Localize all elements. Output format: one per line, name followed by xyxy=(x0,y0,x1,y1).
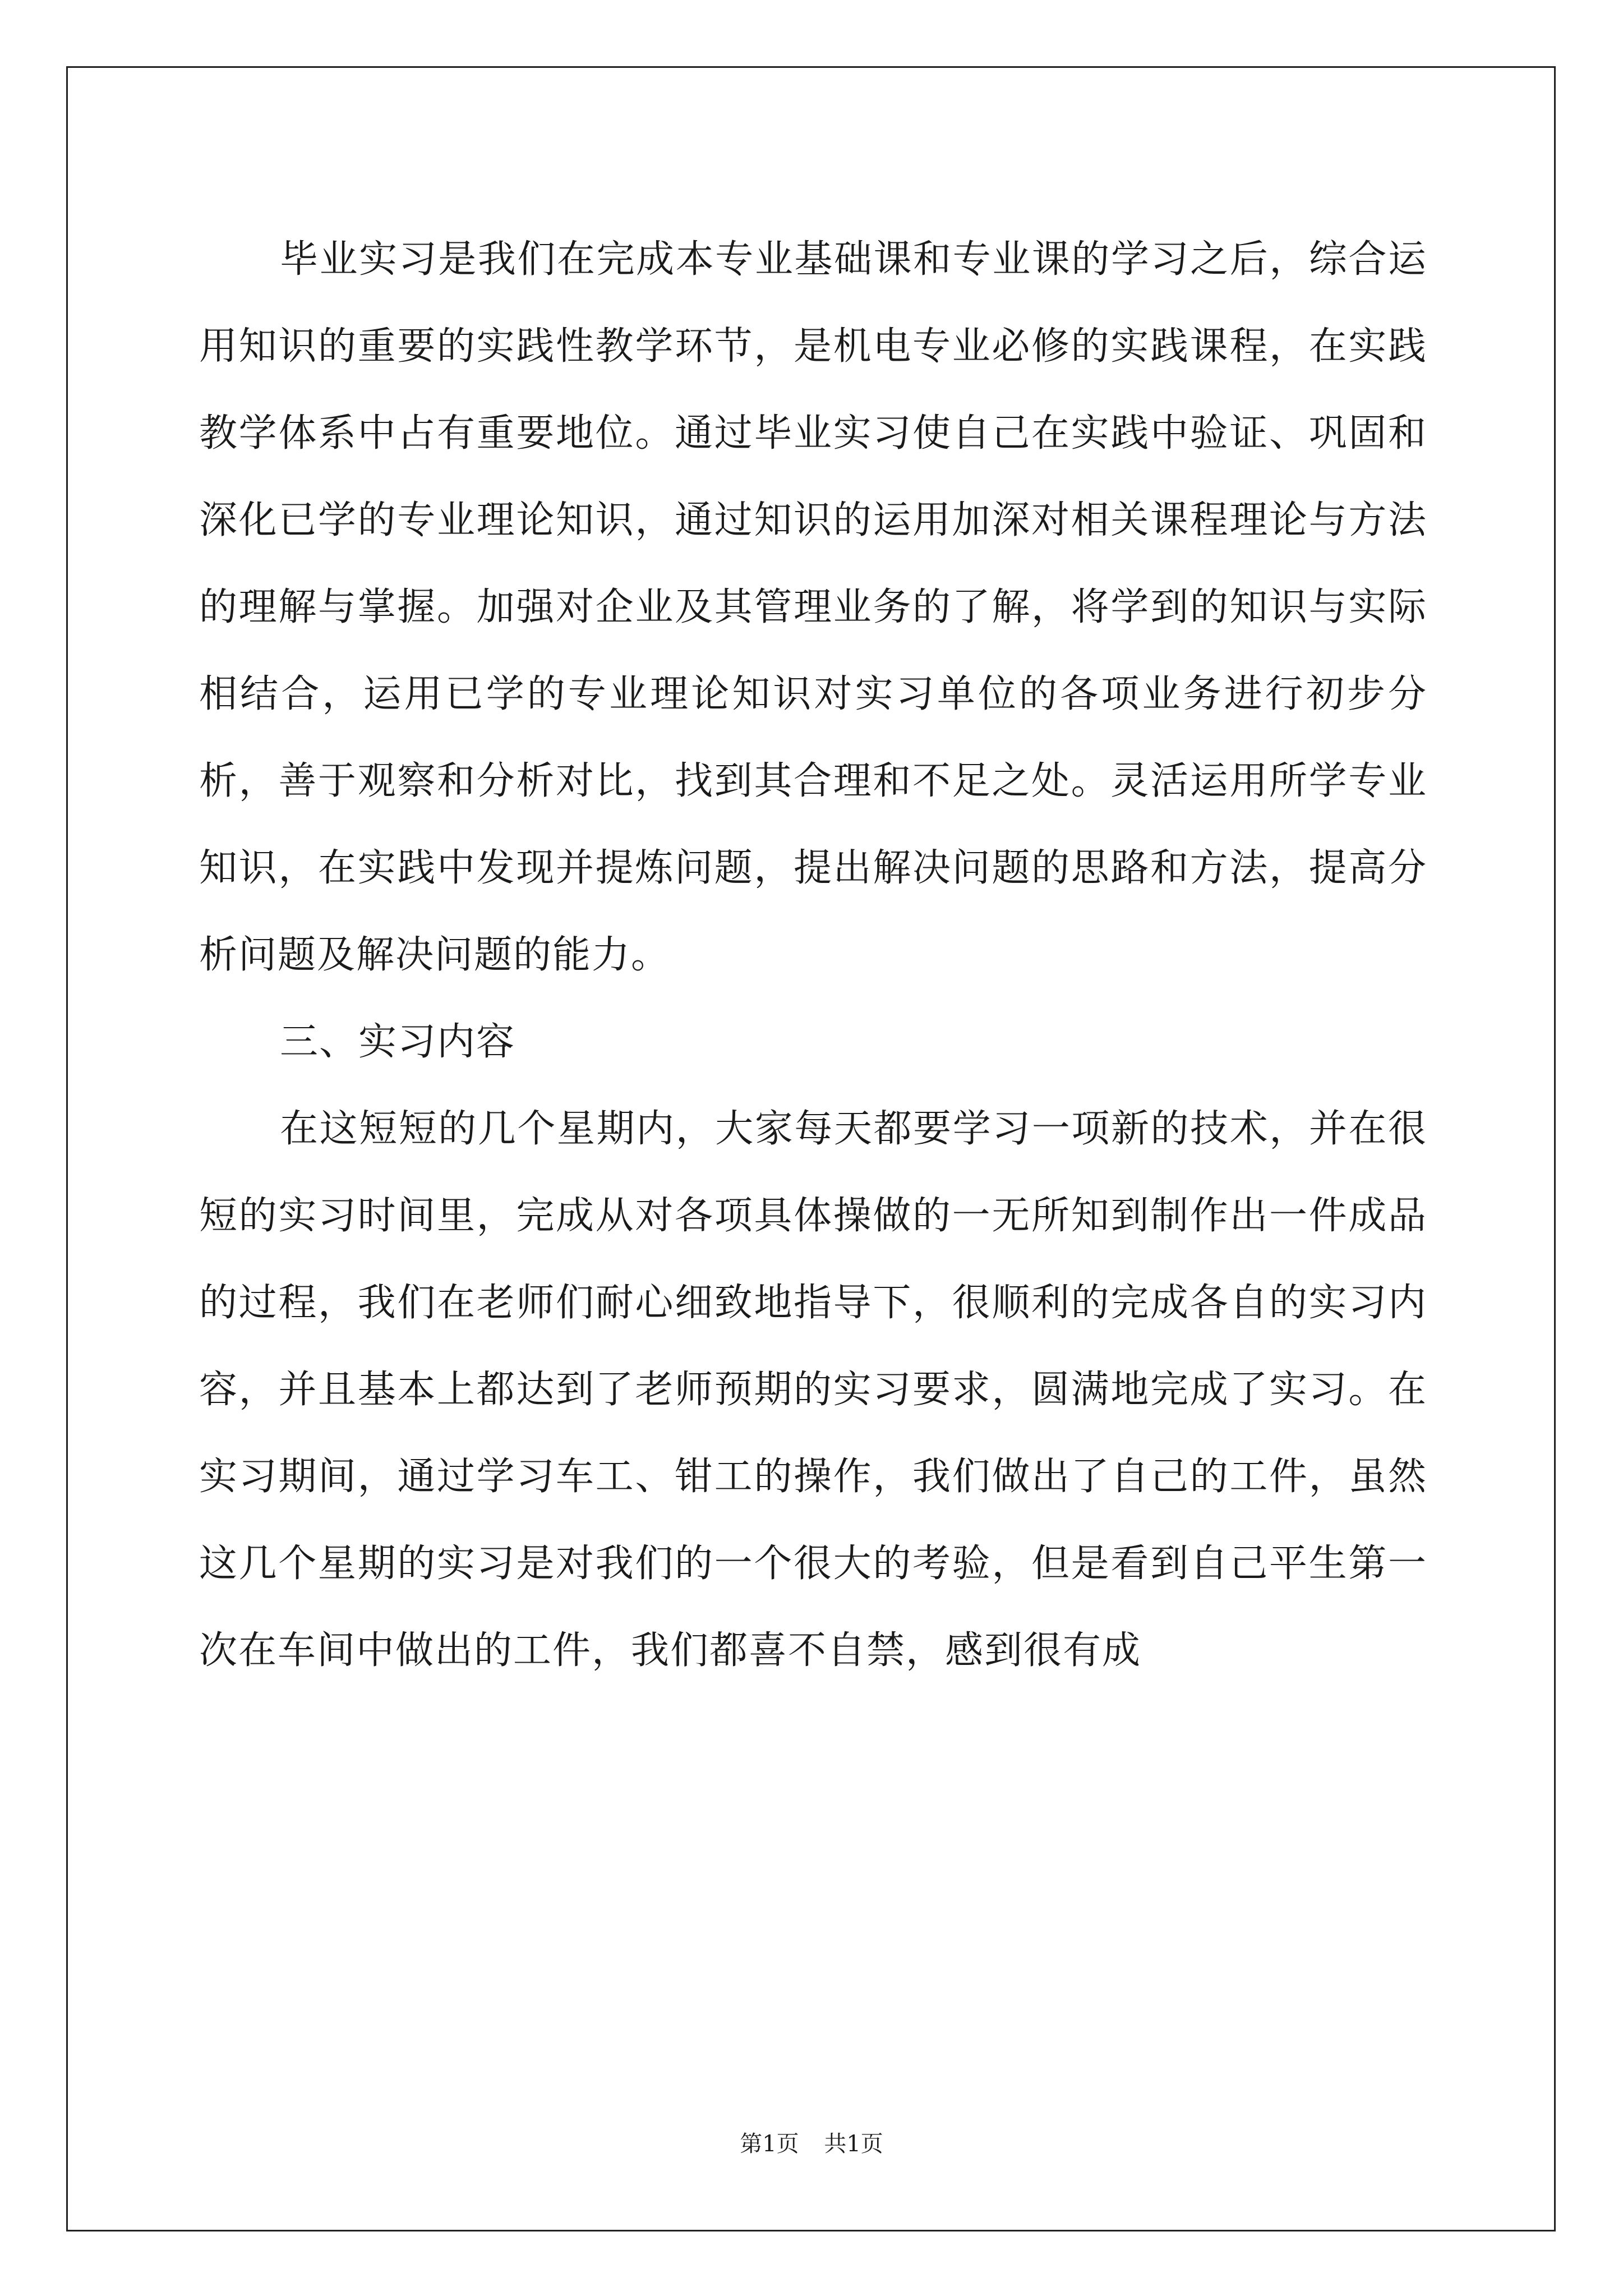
paragraph-internship-content: 在这短短的几个星期内，大家每天都要学习一项新的技术，并在很短的实习时间里，完成从对各项具体操做的一无所知到制作出一件成品的过程，我们在老师们耐心细致地指导下，很顺利的完成各自的实习内容，并且基本上都达到了老师预期的实习要求，圆满地完成了实习。在实习期间，通过学习车工、钳工的操作，我们做出了自己的工件，虽然这几个星期的实习是对我们的一个很大的考验，但是看到自己平生第一次在车间中做出的工件，我们都喜不自禁，感到很有成 xyxy=(199,1107,1427,1673)
section-heading-internship-content: 三、实习内容 xyxy=(280,1020,516,1064)
page-number-current: 第1页 xyxy=(740,2131,799,2157)
paragraph-internship-purpose: 毕业实习是我们在完成本专业基础课和专业课的学习之后，综合运用知识的重要的实践性教学环节，是机电专业必修的实践课程，在实践教学体系中占有重要地位。通过毕业实习使自己在实践中验证、巩固和深化已学的专业理论知识，通过知识的运用加深对相关课程理论与方法的理解与掌握。加强对企业及其管理业务的了解，将学到的知识与实际相结合，运用已学的专业理论知识对实习单位的各项业务进行初步分析，善于观察和分析对比，找到其合理和不足之处。灵活运用所学专业知识，在实践中发现并提炼问题，提出解决问题的思路和方法，提高分析问题及解决问题的能力。 xyxy=(199,237,1427,977)
page-number-total: 共1页 xyxy=(824,2131,883,2157)
document-body xyxy=(199,216,1427,1694)
page-footer xyxy=(0,2126,1623,2158)
